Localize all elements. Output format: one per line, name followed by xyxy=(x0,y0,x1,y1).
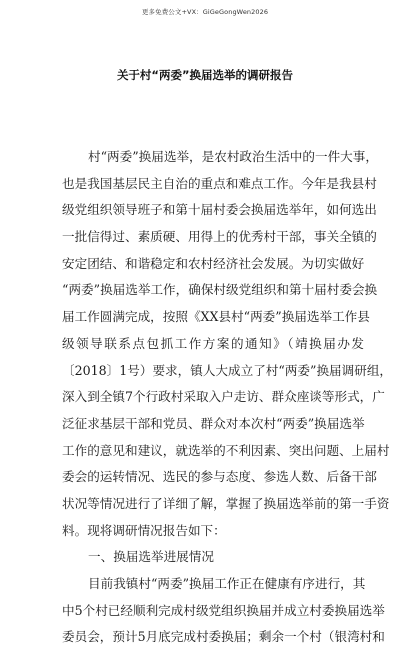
paragraph-line: “两委”换届选举工作，确保村级党组织和第十届村委会换 xyxy=(62,282,378,298)
paragraph-line: 深入到全镇7个行政村采取入户走访、群众座谈等形式，广 xyxy=(62,389,385,405)
paragraph-line: 也是我国基层民主自治的重点和难点工作。今年是我县村 xyxy=(62,175,377,191)
paragraph-line: 中5个村已经顺利完成村级党组织换届并成立村委换届选举 xyxy=(62,602,385,618)
paragraph-line: 目前我镇村“两委”换届工作正在健康有序进行，其 xyxy=(88,576,366,591)
paragraph-line: 级党组织领导班子和第十届村委会换届选举年，如何选出 xyxy=(62,202,377,218)
paragraph-line: 状况等情况进行了详细了解，掌握了换届选举前的第一手资 xyxy=(62,495,390,511)
paragraph-line: 〔2018〕1号）要求，镇人大成立了村“两委”换届调研组， xyxy=(62,362,393,378)
body-text xyxy=(62,144,393,651)
paragraph-line: 村“两委”换届选举，是农村政治生活中的一件大事， xyxy=(88,149,378,164)
paragraph-line: 泛征求基层干部和党员、群众对本次村“两委”换届选举 xyxy=(62,415,365,431)
paragraph-line: 工作的意见和建议，就选举的不利因素、突出问题、上届村 xyxy=(62,442,390,458)
document-title: 关于村“两委”换届选举的调研报告 xyxy=(116,68,294,82)
paragraph-line: 委员会，预计5月底完成村委换届；剩余一个村（银湾村和 xyxy=(62,629,385,645)
paragraph-line: 级领导联系点包抓工作方案的通知》（靖换届办发 xyxy=(62,335,364,351)
paragraph-line: 届工作圆满完成，按照《XX县村“两委”换届选举工作县 xyxy=(62,309,370,325)
section-heading: 一、换届选举进展情况 xyxy=(88,549,214,565)
header-note: 更多免费公文+VX：GiGeGongWen2026 xyxy=(141,8,269,16)
paragraph-line: 安定团结、和谐稳定和农村经济社会发展。为切实做好 xyxy=(62,255,365,271)
paragraph-line: 委会的运转情况、选民的参与态度、参选人数、后备干部 xyxy=(62,469,377,485)
paragraph-line: 料。现将调研情况报告如下： xyxy=(62,522,226,538)
paragraph-line: 一批信得过、素质硬、用得上的优秀村干部，事关全镇的 xyxy=(62,229,377,245)
